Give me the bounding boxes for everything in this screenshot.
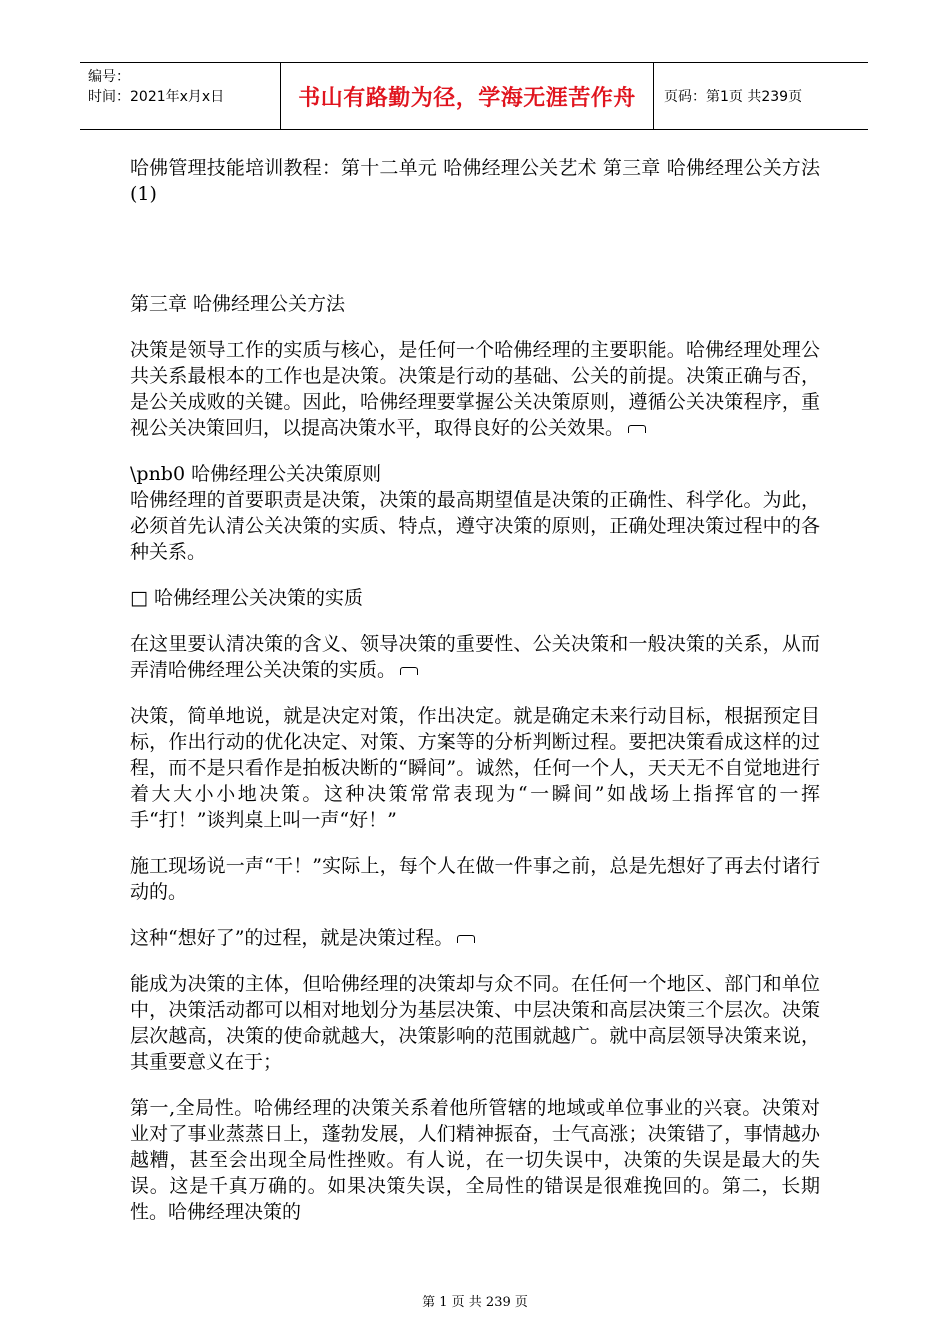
paragraph-process: 这种“想好了”的过程，就是决策过程。 (130, 925, 820, 951)
paragraph-essence: 在这里要认清决策的含义、领导决策的重要性、公关决策和一般决策的关系，从而弄清哈佛经理公关决策的实质。 (130, 633, 820, 681)
document-time-label: 时间：2021年x月x日 (88, 89, 225, 105)
section-heading: \pnb0 哈佛经理公关决策原则 (130, 463, 382, 485)
header-page-info: 页码：第1页 共239页 (664, 89, 803, 105)
paragraph-definition: 决策，简单地说，就是决定对策，作出决定。就是确定未来行动目标，根据预定目标，作出行动的优化决定、对策、方案等的分析判断过程。要把决策看成这样的过程，而不是只看作是拍板决断的“瞬间”。诚然，任何一个人，天天无不自觉地进行着大大小小地决策。这种决策常常表现为“一瞬间”如战场上指挥官的一挥手“打！”谈判桌上叫一声“好！” (130, 705, 820, 831)
paragraph-mark-icon (400, 667, 418, 675)
paragraph-levels: 能成为决策的主体，但哈佛经理的决策却与众不同。在任何一个地区、部门和单位中，决策活动都可以相对地划分为基层决策、中层决策和高层决策三个层次。决策层次越高，决策的使命就越大，决策影响的范围就越广。就中高层领导决策来说，其重要意义在于； (130, 973, 820, 1073)
paragraph-mark-icon (628, 425, 646, 433)
paragraph-intro: 决策是领导工作的实质与核心，是任何一个哈佛经理的主要职能。哈佛经理处理公共关系最根本的工作也是决策。决策是行动的基础、公关的前提。决策正确与否，是公关成败的关键。因此，哈佛经理要掌握公关决策原则，遵循公关决策程序，重视公关决策回归，以提高决策水平，取得良好的公关效果。 (130, 339, 820, 439)
paragraph-mark-icon (457, 935, 475, 943)
document-body (130, 155, 820, 1225)
paragraph-overall: 第一,全局性。哈佛经理的决策关系着他所管辖的地域或单位事业的兴衰。决策对业对了事业蒸蒸日上，蓬勃发展，人们精神振奋，士气高涨；决策错了，事情越办越糟，甚至会出现全局性挫败。有人说，在一切失误中，决策的失误是最大的失误。这是千真万确的。如果决策失误，全局性的错误是很难挽回的。第二，长期性。哈佛经理决策的 (130, 1097, 820, 1223)
page-header (80, 62, 868, 130)
paragraph-principles: 哈佛经理的首要职责是决策，决策的最高期望值是决策的正确性、科学化。为此，必须首先认清公关决策的实质、特点，遵守决策的原则，正确处理决策过程中的各种关系。 (130, 489, 820, 563)
subsection-heading: □ 哈佛经理公关决策的实质 (130, 587, 363, 609)
page-footer: 第 1 页 共 239 页 (422, 1295, 528, 1310)
header-motto: 书山有路勤为径，学海无涯苦作舟 (281, 63, 654, 129)
paragraph-construction: 施工现场说一声“干！”实际上，每个人在做一件事之前，总是先想好了再去付诸行动的。 (130, 855, 820, 903)
document-number-label: 编号： (88, 69, 130, 85)
header-meta (80, 63, 281, 129)
chapter-heading: 第三章 哈佛经理公关方法 (130, 293, 346, 315)
document-title: 哈佛管理技能培训教程：第十二单元 哈佛经理公关艺术 第三章 哈佛经理公关方法(1) (130, 157, 820, 205)
